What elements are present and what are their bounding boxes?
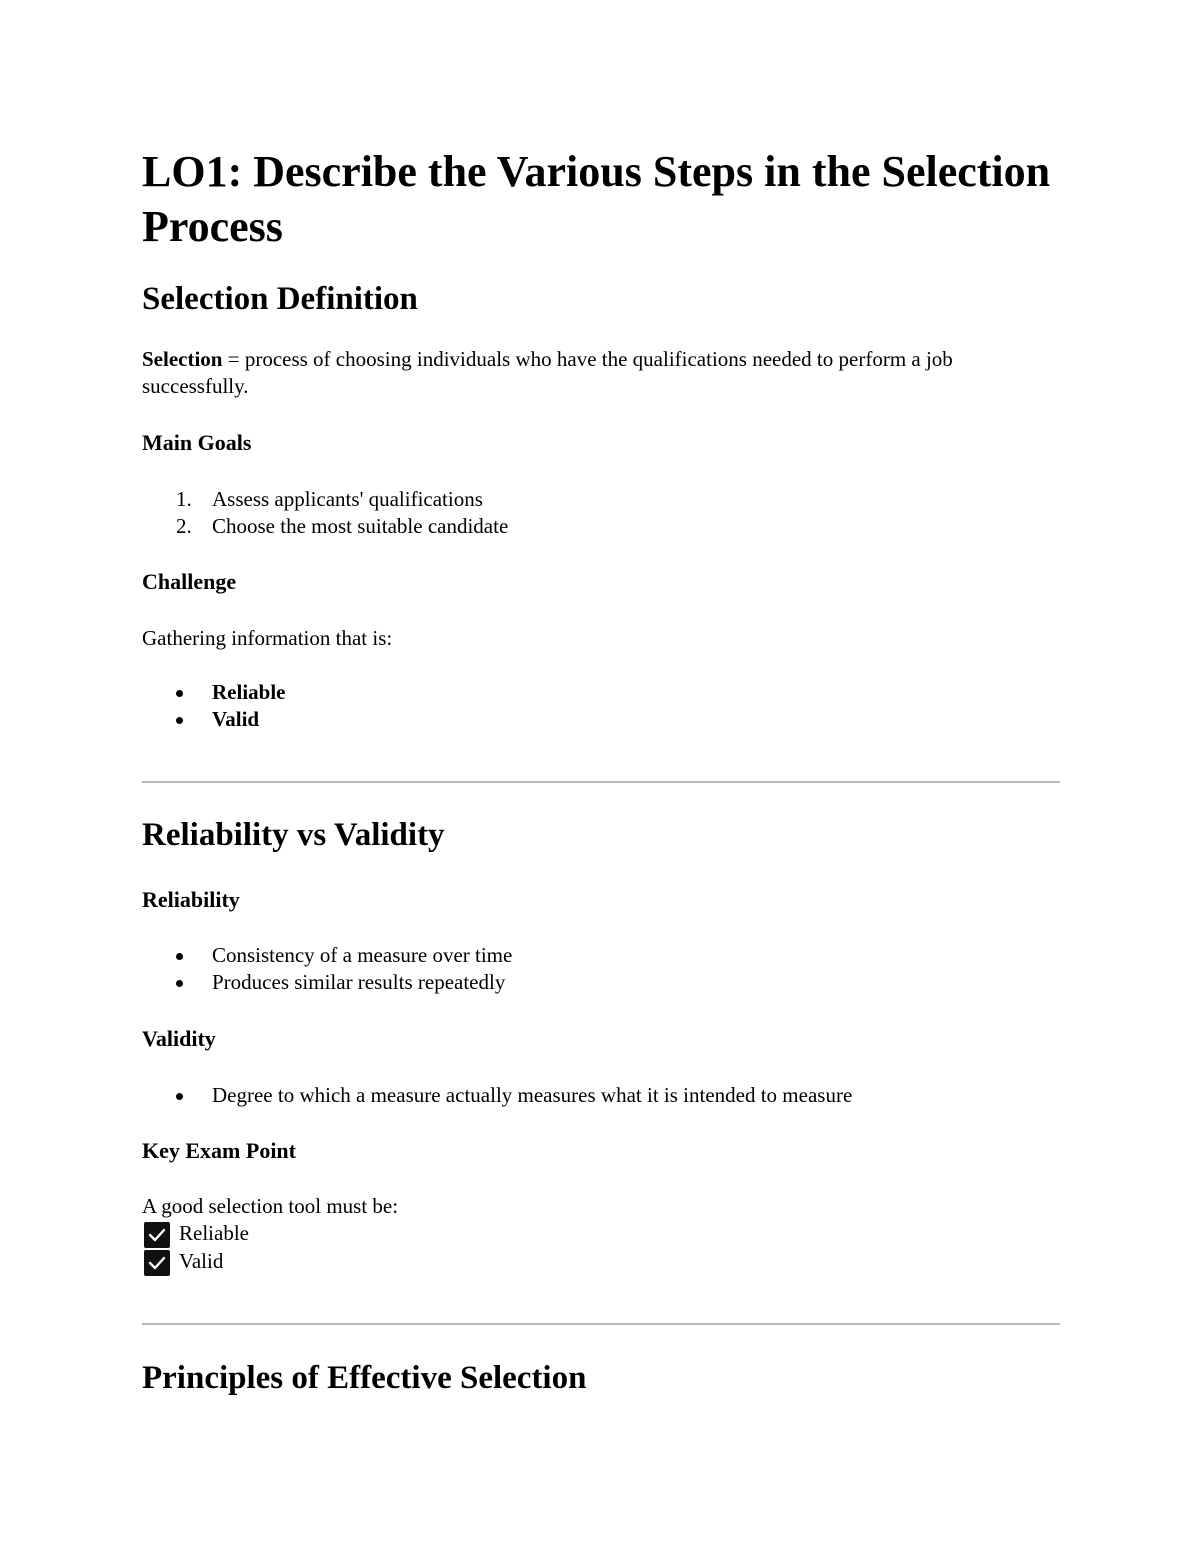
section-heading-selection-definition: Selection Definition: [142, 281, 418, 317]
list-item: [142, 486, 508, 513]
check-item: [142, 1248, 1060, 1276]
list-item-text: Reliable: [212, 680, 286, 704]
check-item: [142, 1220, 1060, 1248]
definition-text: = process of choosing individuals who have the qualifications needed to perform a job successfully.: [142, 347, 953, 398]
list-item: [142, 679, 286, 706]
subheading-key-exam-point: Key Exam Point: [142, 1138, 296, 1163]
check-item-text: Valid: [179, 1249, 224, 1273]
bullet-icon: [176, 980, 183, 987]
list-item: [142, 513, 508, 540]
subheading-reliability: Reliability: [142, 887, 240, 912]
key-exam-point-block: [142, 1193, 1060, 1276]
challenge-intro: Gathering information that is:: [142, 626, 393, 650]
selection-definition-paragraph: [142, 346, 1060, 400]
challenge-list: [142, 679, 286, 733]
list-item-text: Consistency of a measure over time: [212, 943, 513, 967]
section-divider: [142, 1323, 1060, 1325]
subheading-challenge: Challenge: [142, 569, 237, 594]
section-heading-principles: Principles of Effective Selection: [142, 1360, 587, 1396]
subheading-validity: Validity: [142, 1026, 216, 1051]
key-exam-point-intro: A good selection tool must be:: [142, 1194, 399, 1218]
subheading-main-goals: Main Goals: [142, 430, 252, 455]
list-item: [142, 942, 512, 969]
check-icon: [144, 1222, 170, 1248]
bullet-icon: [176, 953, 183, 960]
reliability-list: [142, 942, 512, 996]
list-item: [142, 1082, 852, 1109]
page-title: LO1: Describe the Various Steps in the Selection Process: [142, 147, 1051, 251]
bullet-icon: [176, 1093, 183, 1100]
check-item-text: Reliable: [179, 1221, 249, 1245]
check-icon: [144, 1250, 170, 1276]
main-goals-list: [142, 486, 508, 540]
list-item-text: Valid: [212, 707, 260, 731]
list-item-text: Choose the most suitable candidate: [212, 514, 509, 538]
list-item: [142, 969, 512, 996]
section-heading-reliability-vs-validity: Reliability vs Validity: [142, 817, 445, 853]
bullet-icon: [176, 690, 183, 697]
bullet-icon: [176, 717, 183, 724]
list-item-text: Produces similar results repeatedly: [212, 970, 506, 994]
list-item-text: Assess applicants' qualifications: [212, 487, 483, 511]
section-divider: [142, 781, 1060, 783]
validity-list: [142, 1082, 852, 1109]
list-item-text: Degree to which a measure actually measures what it is intended to measure: [212, 1083, 853, 1107]
list-item: [142, 706, 286, 733]
definition-term: Selection: [142, 347, 223, 371]
list-number: 2.: [176, 514, 192, 538]
list-number: 1.: [176, 487, 192, 511]
